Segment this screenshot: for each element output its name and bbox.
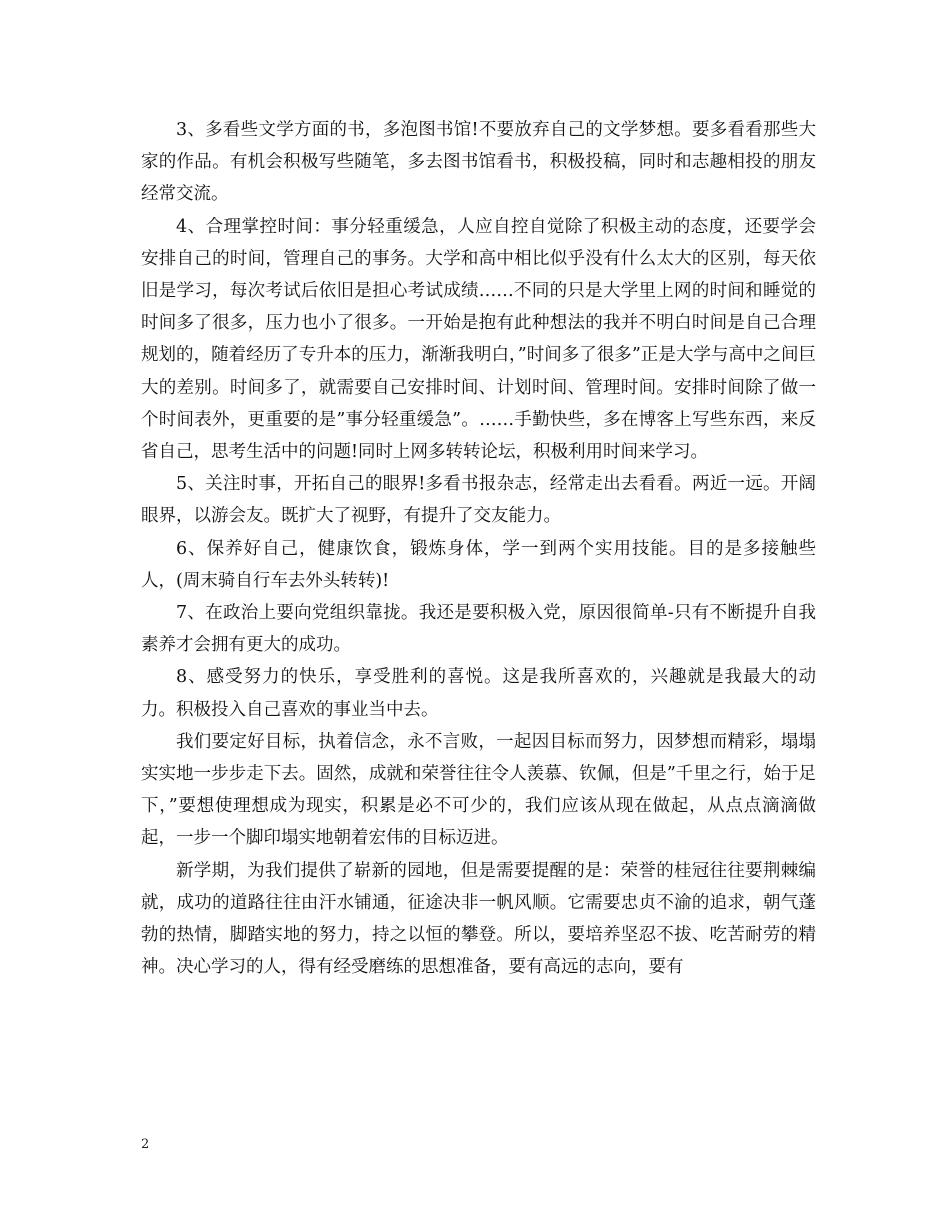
paragraph-item-3: 3、多看些文学方面的书，多泡图书馆!不要放弃自己的文学梦想。要多看看那些大家的作品。有机会积极写些随笔，多去图书馆看书，积极投稿，同时和志趣相投的朋友经常交流。 xyxy=(141,120,816,205)
document-body xyxy=(141,114,816,983)
paragraph-new-semester: 新学期，为我们提供了崭新的园地，但是需要提醒的是：荣誉的桂冠往往要荆棘编就，成功的道路往往由汗水铺通，征途决非一帆风顺。它需要忠贞不渝的追求，朝气蓬勃的热情，脚踏实地的努力，持之以恒的攀登。所以，要培养坚忍不拔、吃苦耐劳的精神。决心学习的人，得有经受磨练的思想准备，要有高远的志向，要有 xyxy=(141,860,816,978)
paragraph-item-8: 8、感受努力的快乐，享受胜利的喜悦。这是我所喜欢的，兴趣就是我最大的动力。积极投入自己喜欢的事业当中去。 xyxy=(141,667,816,720)
paragraph-item-4: 4、合理掌控时间：事分轻重缓急，人应自控自觉除了积极主动的态度，还要学会安排自己的时间，管理自己的事务。大学和高中相比似乎没有什么太大的区别，每天依旧是学习，每次考试后依旧是担心考试成绩……不同的只是大学里上网的时间和睡觉的时间多了很多，压力也小了很多。一开始是抱有此种想法的我并不明白时间是自己合理规划的，随着经历了专升本的压力，渐渐我明白，”时间多了很多”正是大学与高中之间巨大的差别。时间多了，就需要自己安排时间、计划时间、管理时间。安排时间除了做一个时间表外，更重要的是”事分轻重缓急”。……手勤快些，多在博客上写些东西，来反省自己，思考生活中的问题!同时上网多转转论坛，积极利用时间来学习。 xyxy=(141,216,816,463)
paragraph-item-6: 6、保养好自己，健康饮食，锻炼身体，学一到两个实用技能。目的是多接触些人，(周末骑自行车去外头转转)! xyxy=(141,538,816,591)
paragraph-item-5: 5、关注时事，开拓自己的眼界!多看书报杂志，经常走出去看看。两近一远。开阔眼界，以游会友。既扩大了视野，有提升了交友能力。 xyxy=(141,474,816,527)
paragraph-item-7: 7、在政治上要向党组织靠拢。我还是要积极入党，原因很简单-只有不断提升自我素养才会拥有更大的成功。 xyxy=(141,603,816,656)
page-number: 2 xyxy=(141,1137,150,1152)
paragraph-goals: 我们要定好目标，执着信念，永不言败，一起因目标而努力，因梦想而精彩，塌塌实实地一步步走下去。固然，成就和荣誉往往令人羡慕、钦佩，但是”千里之行，始于足下，”要想使理想成为现实，积累是必不可少的，我们应该从现在做起，从点点滴滴做起，一步一个脚印塌实地朝着宏伟的目标迈进。 xyxy=(141,731,816,849)
